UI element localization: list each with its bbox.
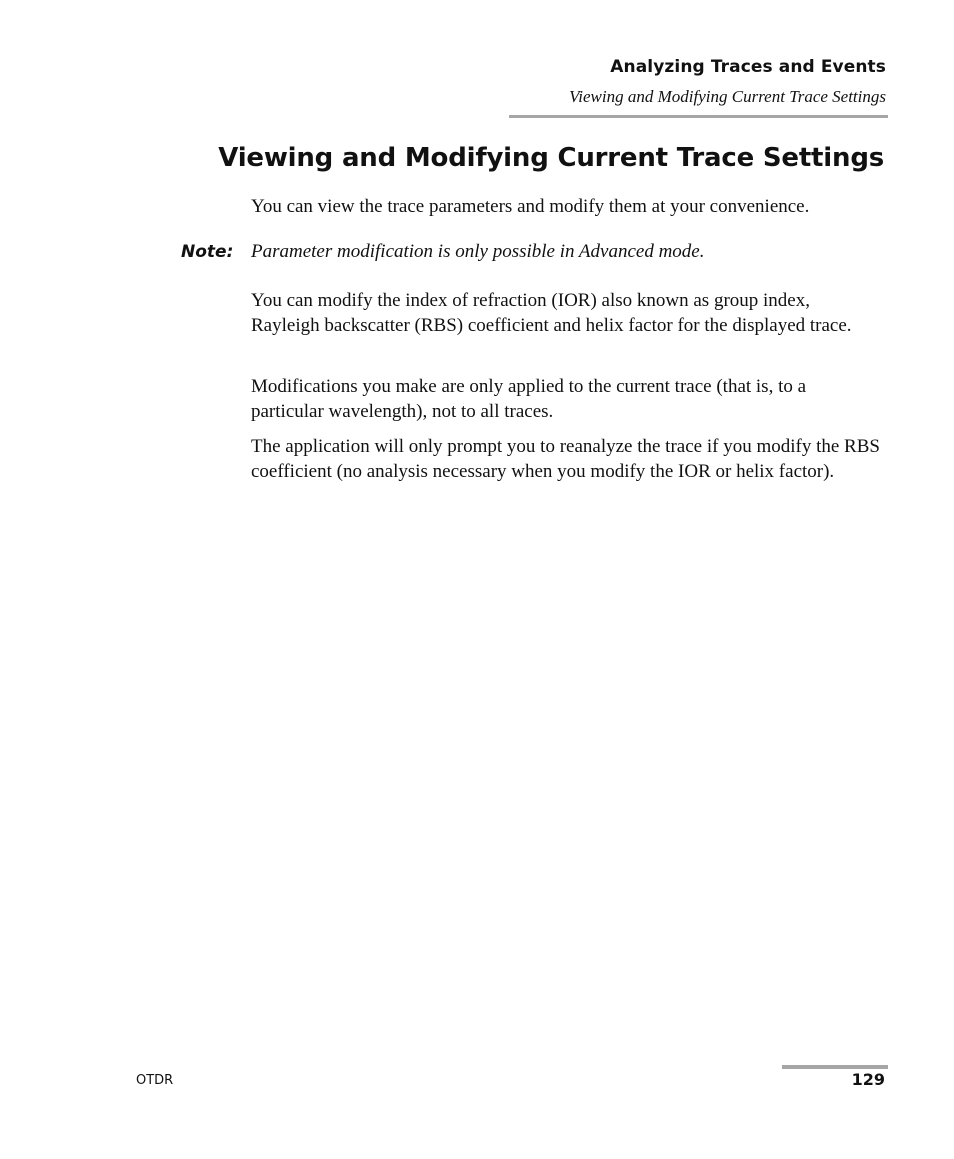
paragraph-modifications: Modifications you make are only applied to the current trace (that is, to a particular wavelength), not to all traces.: [251, 376, 807, 422]
header-section-title: Viewing and Modifying Current Trace Settings: [569, 87, 886, 106]
page-title: Viewing and Modifying Current Trace Settings: [218, 143, 884, 173]
note-label: Note:: [181, 242, 234, 262]
page-number: 129: [851, 1070, 885, 1089]
paragraph-reanalyze: The application will only prompt you to reanalyze the trace if you modify the RBS coefficient (no analysis necessary when you modify the IOR or helix factor).: [251, 436, 880, 482]
paragraph-ior: You can modify the index of refraction (IOR) also known as group index, Rayleigh backscatter (RBS) coefficient and helix factor for the displayed trace.: [251, 290, 852, 336]
footer-divider: [782, 1065, 888, 1069]
header-divider: [509, 115, 888, 118]
note-text: Parameter modification is only possible in Advanced mode.: [251, 241, 705, 262]
header-chapter-title: Analyzing Traces and Events: [610, 57, 886, 77]
footer-product-name: OTDR: [136, 1073, 174, 1088]
intro-paragraph: You can view the trace parameters and modify them at your convenience.: [251, 196, 810, 217]
